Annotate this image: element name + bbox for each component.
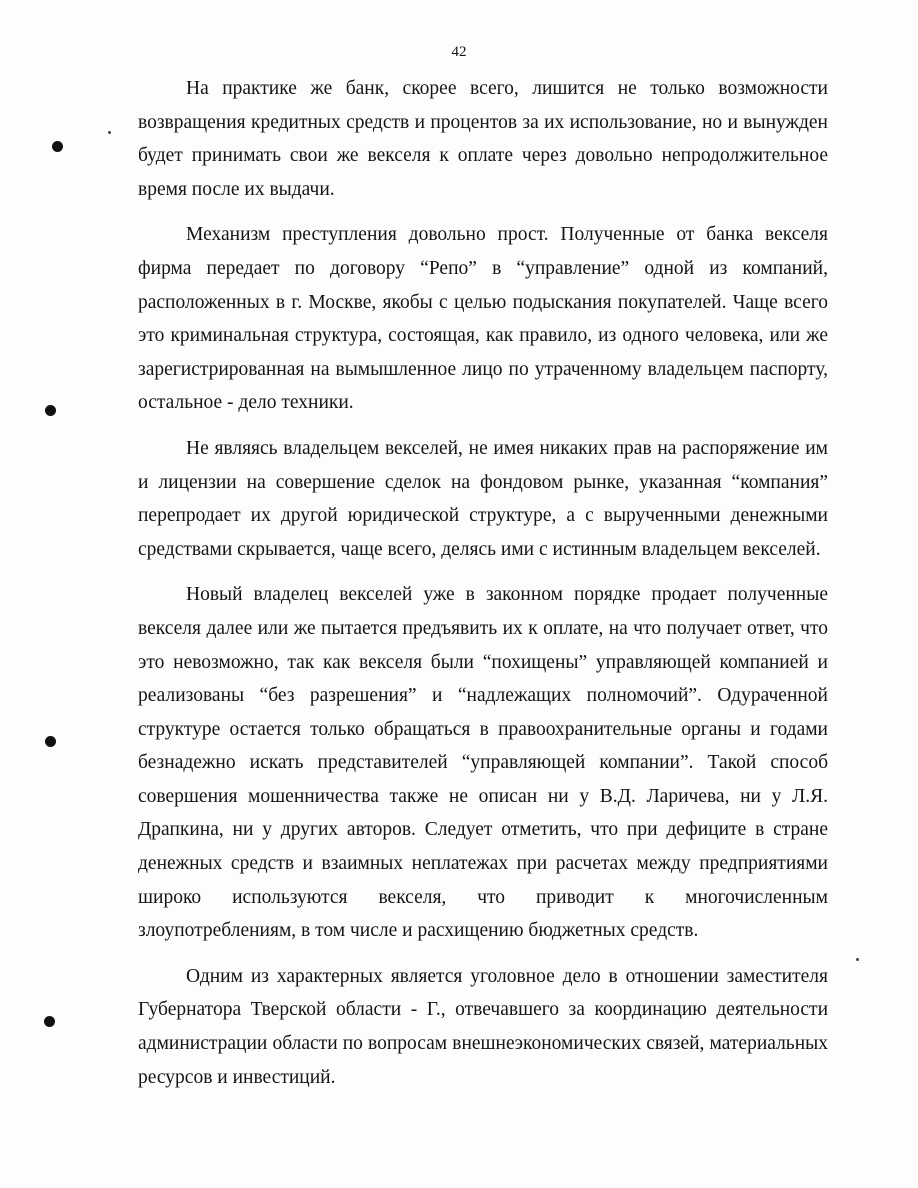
- paragraph: Новый владелец векселей уже в законном порядке продает полученные векселя далее или же пытается предъявить их к оплате, на что получает ответ, что это невозможно, так как векселя были “похищены” управляющей компанией и реализованы “без разрешения” и “надлежащих полномочий”. Одураченной структуре остается только обращаться в правоохранительные органы и годами безнадежно искать представителей “управляющей компании”. Такой способ совершения мошенничества также не описан ни у В.Д. Ларичева, ни у Л.Я. Драпкина, ни у других авторов. Следует отметить, что при дефиците в стране денежных средств и взаимных неплатежах при расчетах между предприятиями широко используются векселя, что приводит к многочисленным злоупотреблениям, в том числе и расхищению бюджетных средств.: [138, 584, 828, 942]
- scan-speck: [108, 131, 111, 134]
- paragraph: Не являясь владельцем векселей, не имея никаких прав на распоряжение им и лицензии на совершение сделок на фондовом рынке, указанная “компания” перепродает их другой юридической структуре, а с вырученными денежными средствами скрывается, чаще всего, делясь ими с истинным владельцем векселей.: [138, 437, 828, 560]
- paragraph: На практике же банк, скорее всего, лишится не только возможности возвращения кредитных средств и процентов за их использование, но и вынужден будет принимать свои же векселя к оплате через довольно непродолжительное время после их выдачи.: [138, 78, 828, 200]
- scan-speck: [856, 958, 859, 961]
- punch-hole-mark: [52, 141, 63, 152]
- page-number: 42: [451, 44, 467, 60]
- punch-hole-mark: [44, 1016, 55, 1027]
- document-body: [138, 72, 828, 1106]
- paragraph: Одним из характерных является уголовное дело в отношении заместителя Губернатора Тверской области - Г., отвечавшего за координацию деятельности администрации области по вопросам внешнеэкономических связей, материальных ресурсов и инвестиций.: [138, 965, 828, 1088]
- paragraph: Механизм преступления довольно прост. Полученные от банка векселя фирма передает по договору “Репо” в “управление” одной из компаний, расположенных в г. Москве, якобы с целью подыскания покупателей. Чаще всего это криминальная структура, состоящая, как правило, из одного человека, или же зарегистрированная на вымышленное лицо по утраченному владельцем паспорту, остальное - дело техники.: [138, 224, 828, 414]
- punch-hole-mark: [45, 405, 56, 416]
- punch-hole-mark: [45, 736, 56, 747]
